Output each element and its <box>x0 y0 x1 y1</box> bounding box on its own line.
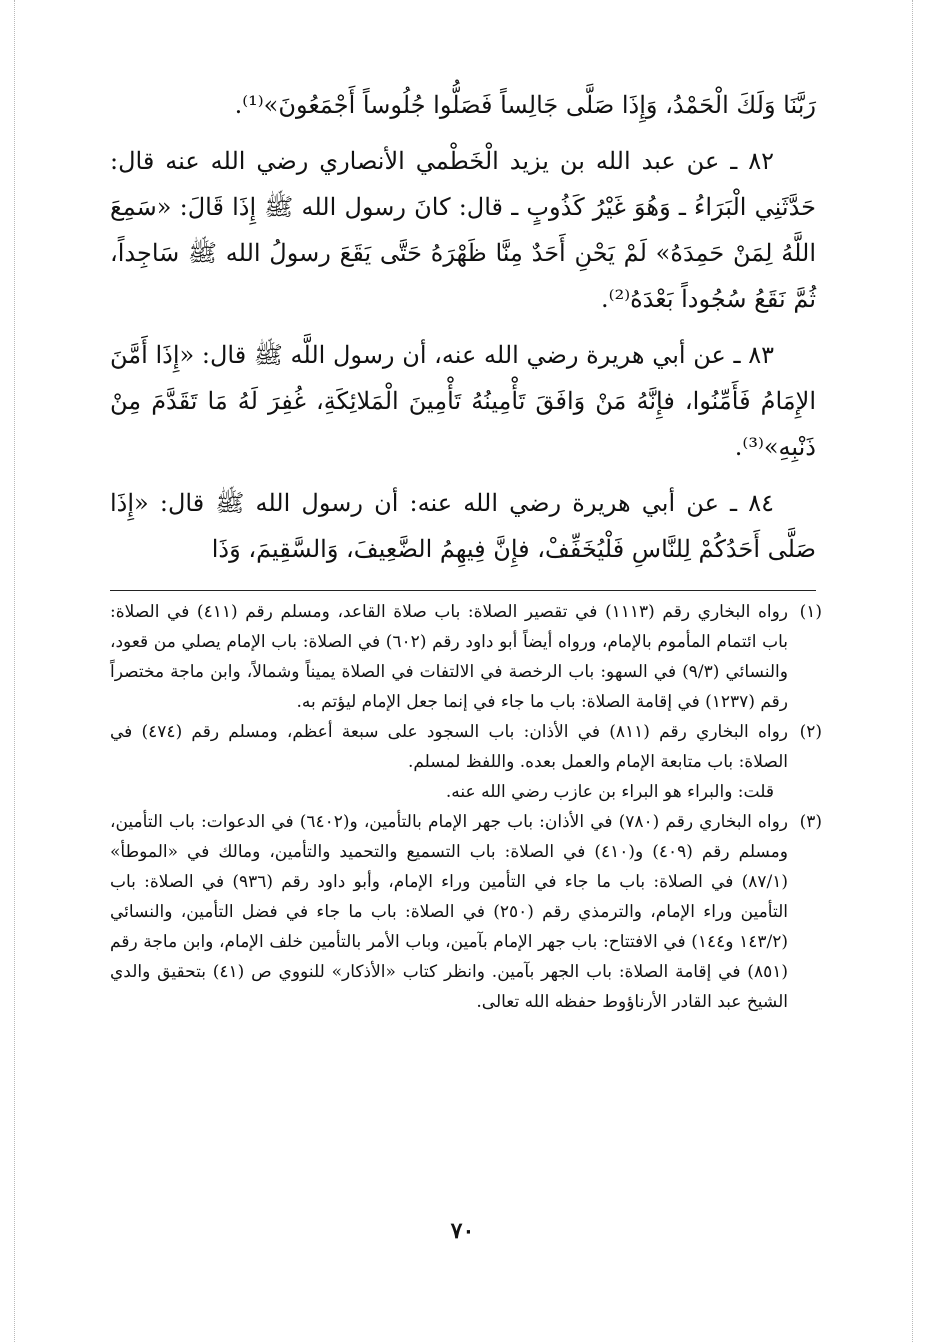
footnote-2-note: قلت: والبراء هو البراء بن عازب رضي الله عنه. <box>445 782 774 802</box>
page-number: ٧٠ <box>450 1218 475 1244</box>
footnote-1 <box>110 597 822 717</box>
footnotes <box>110 597 822 1017</box>
hadith-83: ٨٣ ـ عن أبي هريرة رضي الله عنه، أن رسول اللَّه ﷺ قال: «إِذَا أَمَّنَ الإِمَامُ فَأَمِّنُوا، فإِنَّهُ مَنْ وَافَقَ تَأْمِينُهُ تَأْمِينَ الْمَلائِكَةِ، غُفِرَ لَهُ مَا تَقَدَّمَ مِنْ ذَنْبِهِ»⁽³⁾. <box>110 341 816 461</box>
footnote-number: (٣) <box>799 812 822 832</box>
footnote-3 <box>110 807 822 1017</box>
footnote-2 <box>110 717 822 777</box>
footnote-separator <box>110 590 816 591</box>
paragraph-continuation: رَبَّنَا وَلَكَ الْحَمْدُ، وَإِذَا صَلَّى جَالِساً فَصَلُّوا جُلُوساً أَجْمَعُونَ»⁽¹⁾. <box>234 91 816 119</box>
left-margin-dotted-line <box>14 0 15 1342</box>
main-text <box>110 82 816 582</box>
footnote-text: رواه البخاري رقم (١١١٣) في تقصير الصلاة: باب صلاة القاعد، ومسلم رقم (٤١١) في الصلاة: باب ائتمام المأموم بالإمام، ورواه أيضاً أبو داود رقم (٦٠٢) في الصلاة: باب الإمام يصلي من قعود، والنسائي (٩/٣) في السهو: باب الرخصة في الالتفات في الصلاة يميناً وشمالاً، وابن ماجة مختصراً رقم (١٢٣٧) في إقامة الصلاة: باب ما جاء في إنما جعل الإمام ليؤتم به. <box>110 602 789 712</box>
hadith-82: ٨٢ ـ عن عبد الله بن يزيد الْخَطْمي الأنصاري رضي الله عنه قال: حَدَّثَنِي الْبَرَاءُ ـ وَهُوَ غَيْرُ كَذُوبٍ ـ قال: كانَ رسول الله ﷺ إِذَا قَالَ: «سَمِعَ اللَّهُ لِمَنْ حَمِدَهُ» لَمْ يَحْنِ أَحَدٌ مِنَّا ظَهْرَهُ حَتَّى يَقَعَ رسولُ الله ﷺ سَاجِداً، ثُمَّ نَقَعُ سُجُوداً بَعْدَهُ⁽²⁾. <box>110 147 817 313</box>
footnote-text: رواه البخاري رقم (٨١١) في الأذان: باب السجود على سبعة أعظم، ومسلم رقم (٤٧٤) في الصلاة: باب متابعة الإمام والعمل بعده. واللفظ لمسلم. <box>110 722 788 772</box>
footnote-text: رواه البخاري رقم (٧٨٠) في الأذان: باب جهر الإمام بالتأمين، و(٦٤٠٢) في الدعوات: باب التأمين، ومسلم رقم (٤٠٩) و(٤١٠) في الصلاة: باب التسميع والتحميد والتأمين، ومالك في «الموطأ» (٨٧/١) في الصلاة: باب ما جاء في التأمين وراء الإمام، وأبو داود رقم (٩٣٦) في الصلاة: باب التأمين وراء الإمام، والترمذي رقم (٢٥٠) في الصلاة: باب ما جاء في فضل التأمين، والنسائي (١٤٣/٢ و١٤٤) في الافتتاح: باب جهر الإمام بآمين، وباب الأمر بالتأمين خلف الإمام، وابن ماجة رقم (٨٥١) في إقامة الصلاة: باب الجهر بآمين. وانظر كتاب «الأذكار» للنووي ص (٤١) بتحقيق والدي الشيخ عبد القادر الأرناؤوط حفظه الله تعالى. <box>110 812 788 1012</box>
right-margin-dotted-line <box>912 0 913 1342</box>
footnote-number: (٢) <box>799 722 822 742</box>
hadith-84: ٨٤ ـ عن أبي هريرة رضي الله عنه: أن رسول الله ﷺ قال: «إِذَا صَلَّى أَحَدُكُمْ لِلنَّاسِ فَلْيُخَفِّفْ، فإِنَّ فِيهِمُ الضَّعِيفَ، وَالسَّقِيمَ، وَذَا <box>110 489 816 563</box>
footnote-number: (١) <box>799 602 822 622</box>
